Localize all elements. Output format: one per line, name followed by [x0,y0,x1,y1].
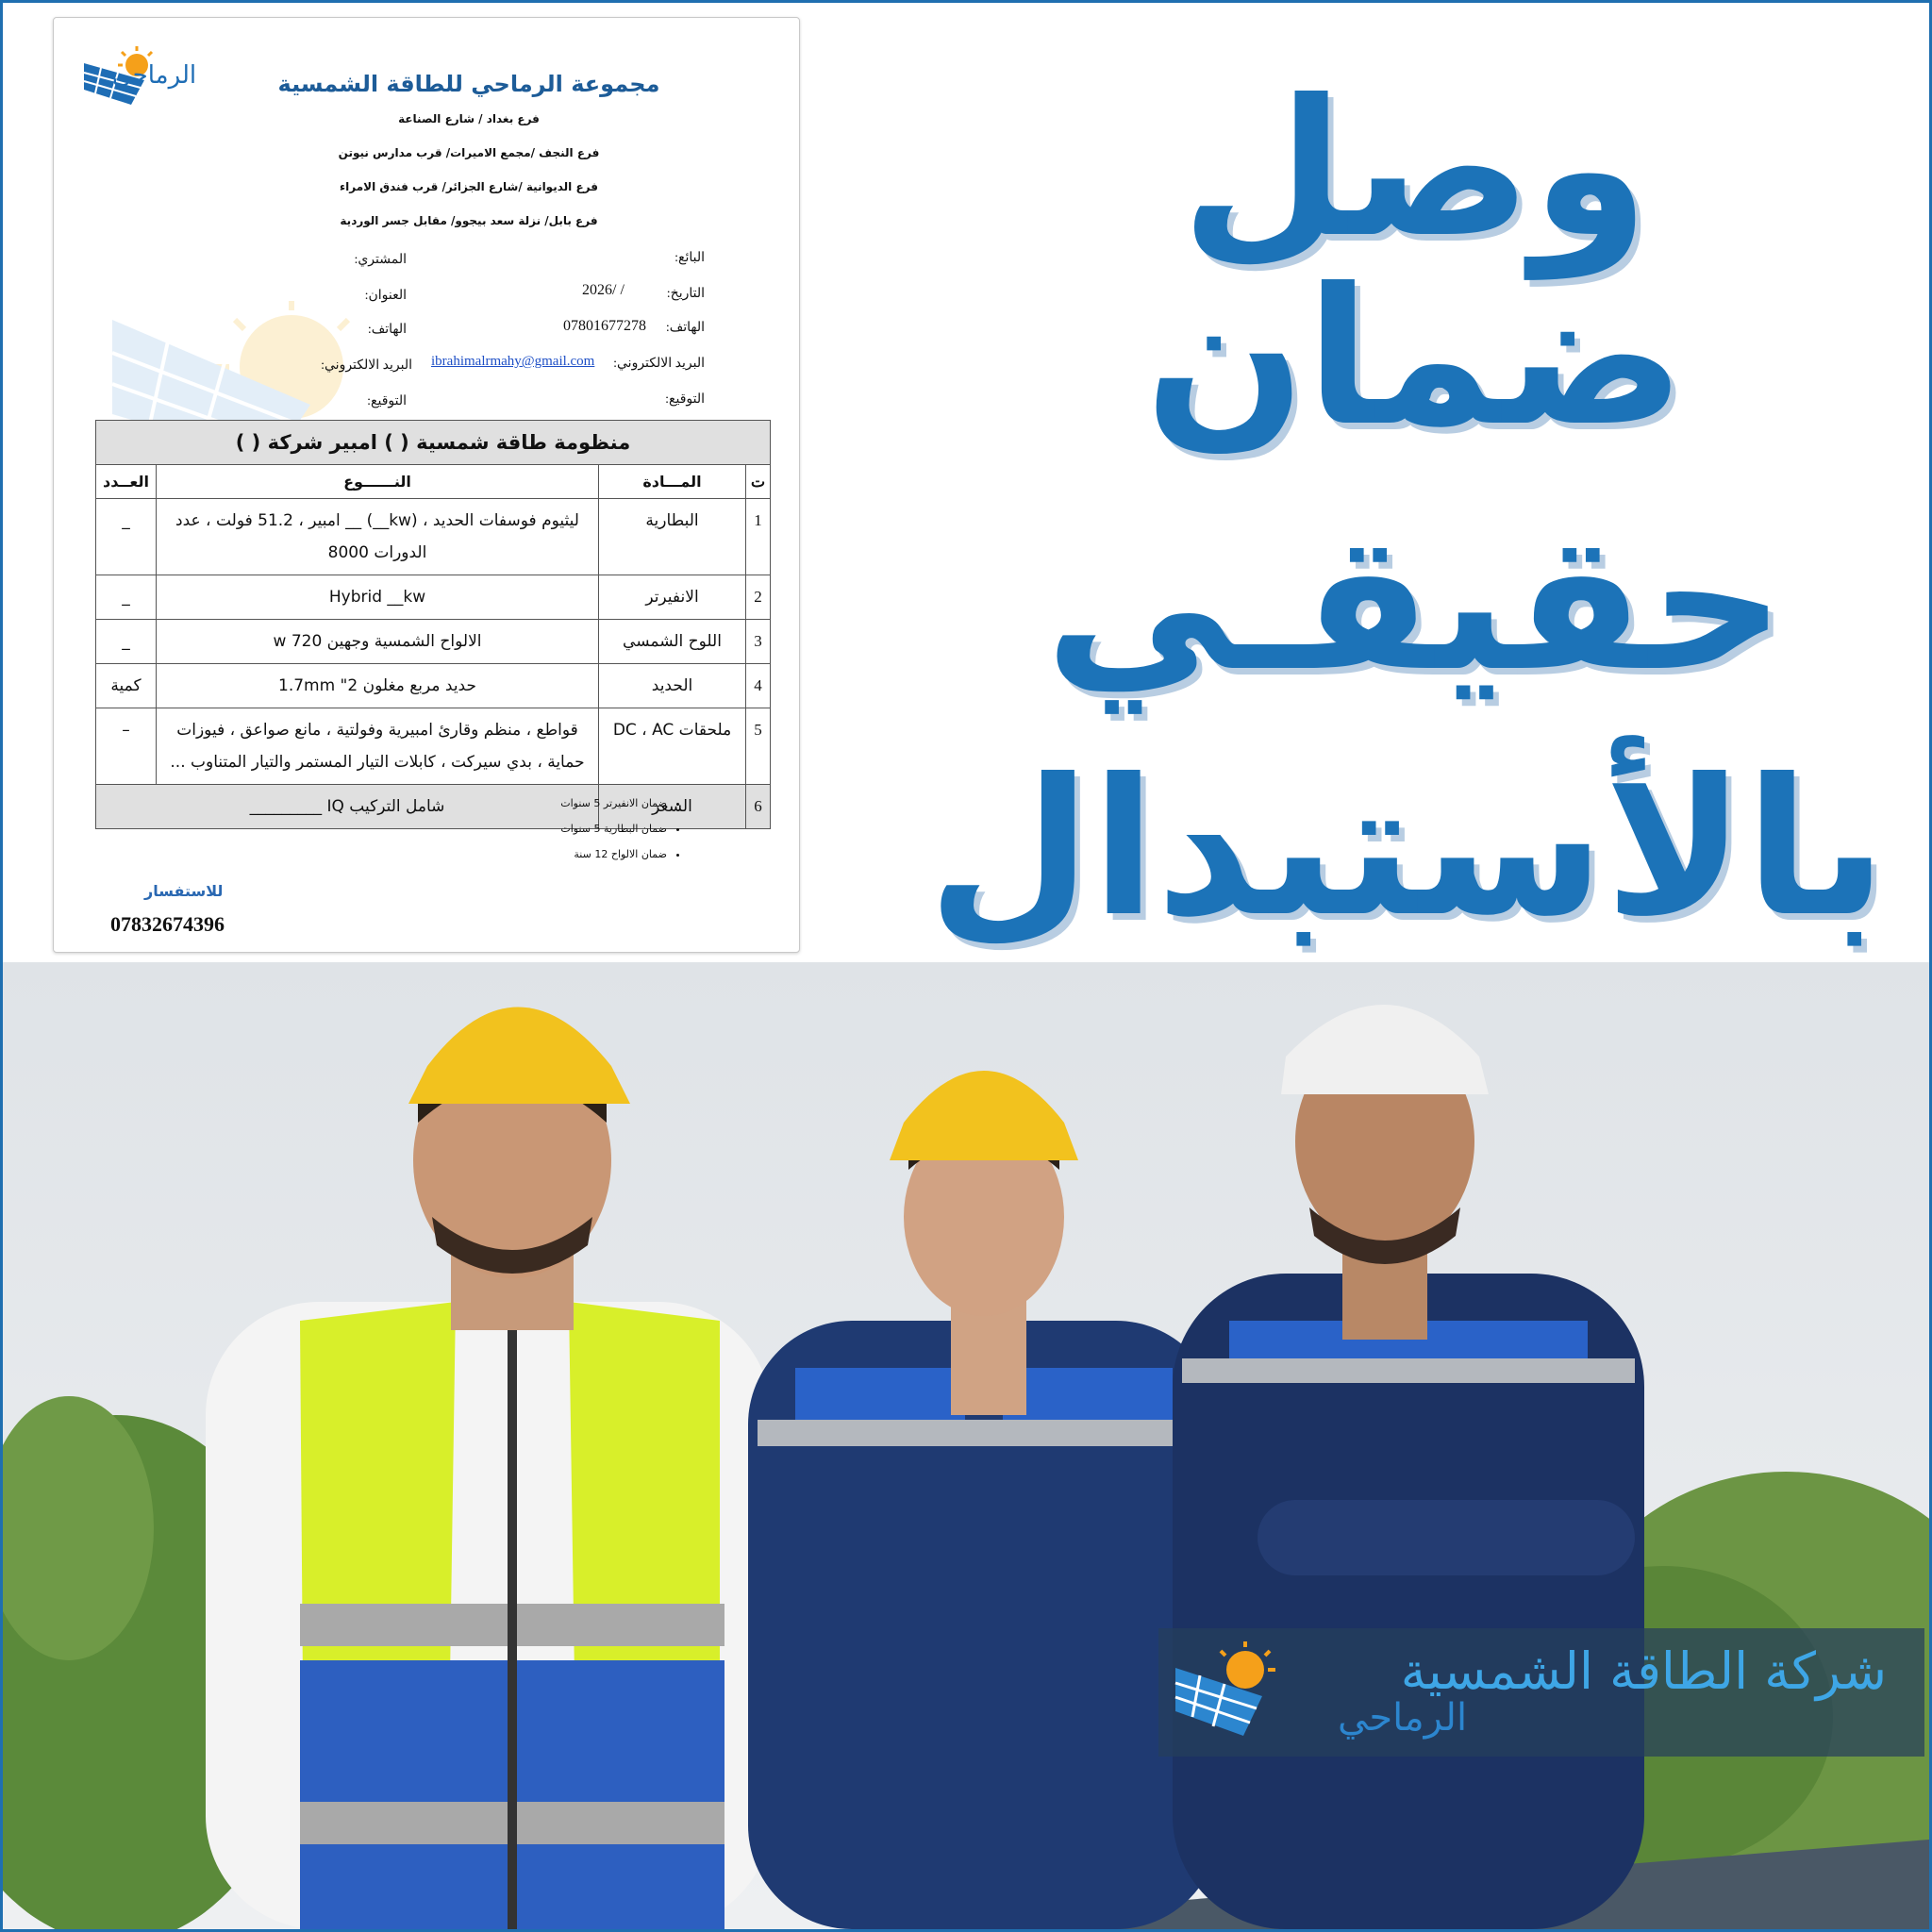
table-header-material: المـــادة [599,465,746,499]
row-type: ليثيوم فوسفات الحديد ، (kw__) __ امبير ، 51.2 فولت ، عدد الدورات 8000 [157,499,599,575]
row-type: Hybrid __kw [157,575,599,620]
branch-najaf: فرع النجف /مجمع الاميرات/ قرب مدارس نيوتن [338,146,600,159]
row-material: السعر [599,785,746,829]
branch-baghdad: فرع بغداد / شارع الصناعة [398,112,540,125]
table-row [96,575,771,620]
date-label: التاريخ: [666,287,705,301]
seller-phone-value: 07801677278 [563,318,646,334]
row-material: ملحقات DC ، AC [599,708,746,785]
buyer-signature-label: التوقيع: [367,394,407,408]
engineers-photo [3,962,1929,1929]
warranty-list [560,797,667,874]
table-header-index: ت [746,465,771,499]
row-index: 6 [746,785,771,829]
table-row [96,499,771,575]
row-material: الحديد [599,664,746,708]
branch-diwaniyah: فرع الديوانية /شارع الجزائر/ قرب فندق الامراء [340,180,598,193]
headline-line-1: وصل ضمان [1144,59,1686,468]
table-row-price [96,785,771,829]
row-qty: _ [96,575,157,620]
banner-company-name: شركة الطاقة الشمسية [1400,1641,1887,1701]
headline-line-2: حقيقـي [1044,493,1786,713]
seller-email-label: البريد الالكتروني: [613,357,705,371]
table-row [96,664,771,708]
warranty-item: • ضمان الالواح 12 سنة [560,848,667,860]
row-type: شامل التركيب IQ _________ [96,785,599,829]
seller-email-value[interactable]: ibrahimalrmahy@gmail.com [431,354,595,369]
warranty-receipt-document [53,17,800,953]
doc-title: مجموعة الرماحي للطاقة الشمسية [277,71,660,97]
table-header-type: النــــــوع [157,465,599,499]
doc-logo-text: الرماحي [112,61,197,90]
inquiry-label: للاستفسار [144,882,224,900]
row-material: البطارية [599,499,746,575]
row-index: 5 [746,708,771,785]
row-qty: _ [96,620,157,664]
table-header-qty: العــدد [96,465,157,499]
seller-signature-label: التوقيع: [665,392,705,407]
brand-banner [1158,1628,1924,1757]
banner-logo-icon [1172,1641,1283,1745]
buyer-label: المشتري: [354,253,407,267]
row-qty: – [96,708,157,785]
date-value: 2026/ / [582,282,625,298]
row-qty: كمية [96,664,157,708]
headline [927,59,1887,1000]
warranty-item: • ضمان البطارية 5 سنوات [560,823,667,835]
row-index: 2 [746,575,771,620]
buyer-phone-label: الهاتف: [367,323,407,337]
branch-babylon: فرع بابل/ نزلة سعد بيجوو/ مقابل جسر الوردية [340,214,598,227]
buyer-email-label: البريد الالكتروني: [321,358,412,373]
banner-brand-name: الرماحي [1338,1696,1468,1740]
row-qty: _ [96,499,157,575]
system-items-table [95,420,771,829]
row-index: 4 [746,664,771,708]
inquiry-phone: 07832674396 [110,912,225,936]
table-row [96,620,771,664]
table-caption: منظومة طاقة شمسية ( ) امبير شركة ( ) [96,421,771,465]
row-type: قواطع ، منظم وقارئ امبيرية وفولتية ، مانع صواعق ، فيوزات حماية ، بدي سيركت ، كابلات التيار المستمر والتيار المتناوب ... [157,708,599,785]
headline-line-3: بالأستبدال [927,739,1887,958]
row-material: اللوح الشمسي [599,620,746,664]
row-index: 1 [746,499,771,575]
row-material: الانفيرتر [599,575,746,620]
row-type: الالواح الشمسية وجهين 720 w [157,620,599,664]
address-label: العنوان: [364,289,407,303]
row-index: 3 [746,620,771,664]
table-row [96,708,771,785]
row-type: حديد مربع مغلون 2" 1.7mm [157,664,599,708]
seller-phone-label: الهاتف: [665,321,705,335]
warranty-item: • ضمان الانفيرتر 5 سنوات [560,797,667,809]
seller-label: البائع: [675,251,705,265]
